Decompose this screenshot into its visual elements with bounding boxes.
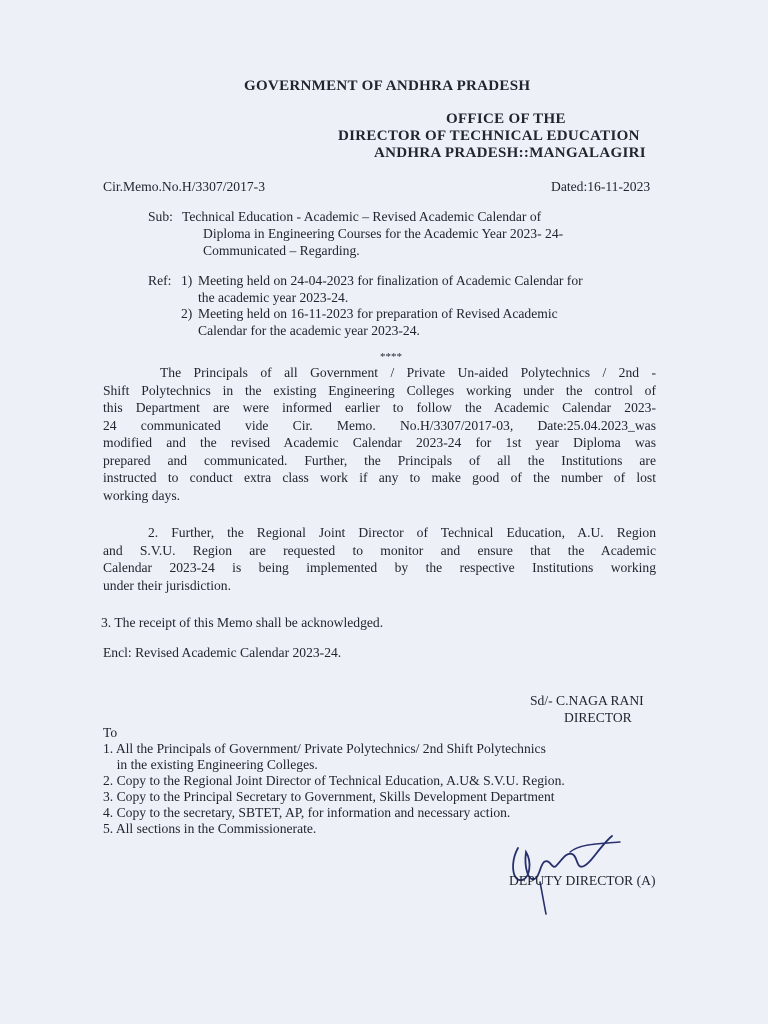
reference-label: Ref: bbox=[148, 273, 172, 288]
subject-label: Sub: bbox=[148, 209, 173, 224]
distribution-item: 5. All sections in the Commissionerate. bbox=[103, 821, 317, 836]
paragraph-1-line: 24 communicated vide Cir. Memo. No.H/3307/2017-03, Date:25.04.2023_was bbox=[103, 417, 656, 433]
paragraph-1 bbox=[103, 364, 656, 504]
subject-line-3: Communicated – Regarding. bbox=[203, 243, 360, 258]
paragraph-1-line: Shift Polytechnics in the existing Engineering Colleges working under the control of bbox=[103, 382, 656, 398]
reference-1-line2: the academic year 2023-24. bbox=[198, 290, 349, 305]
enclosure: Encl: Revised Academic Calendar 2023-24. bbox=[103, 645, 342, 660]
paragraph-1-line: instructed to conduct extra class work if any to make good of the number of lost bbox=[103, 470, 656, 485]
paragraph-2 bbox=[103, 524, 656, 594]
reference-2-line1: Meeting held on 16-11-2023 for preparation of Revised Academic bbox=[198, 306, 558, 321]
office-heading-line2: DIRECTOR OF TECHNICAL EDUCATION bbox=[338, 128, 640, 144]
paragraph-1-line: this Department are were informed earlier to follow the Academic Calendar 2023- bbox=[103, 400, 656, 415]
deputy-director-title: DEPUTY DIRECTOR (A) bbox=[509, 873, 656, 888]
memo-number: Cir.Memo.No.H/3307/2017-3 bbox=[103, 179, 265, 194]
paragraph-1-line: working days. bbox=[103, 487, 181, 503]
reference-2-line2: Calendar for the academic year 2023-24. bbox=[198, 323, 420, 338]
separator: **** bbox=[380, 351, 402, 363]
paragraph-1-line: modified and the revised Academic Calendar 2023-24 for 1st year Diploma was bbox=[103, 435, 656, 450]
distribution-item: 4. Copy to the secretary, SBTET, AP, for information and necessary action. bbox=[103, 805, 511, 820]
paragraph-2-line: 2. Further, the Regional Joint Director of Technical Education, A.U. Region bbox=[148, 525, 656, 540]
subject-line-1: Technical Education - Academic – Revised Academic Calendar of bbox=[182, 209, 542, 224]
memo-date: Dated:16-11-2023 bbox=[551, 179, 651, 194]
distribution-item: 3. Copy to the Principal Secretary to Government, Skills Development Department bbox=[103, 789, 555, 804]
paragraph-2-line: and S.V.U. Region are requested to monitor and ensure that the Academic bbox=[103, 542, 656, 558]
office-heading-line3: ANDHRA PRADESH::MANGALAGIRI bbox=[374, 145, 646, 161]
paragraph-1-line: The Principals of all Government / Private Un-aided Polytechnics / 2nd - bbox=[160, 365, 656, 380]
office-heading-line1: OFFICE OF THE bbox=[446, 111, 566, 127]
reference-1-number: 1) bbox=[181, 273, 193, 288]
paragraph-2-line: Calendar 2023-24 is being implemented by the respective Institutions working bbox=[103, 560, 656, 575]
reference-2-number: 2) bbox=[181, 306, 193, 321]
distribution-to: To bbox=[103, 725, 118, 740]
signatory-title: DIRECTOR bbox=[564, 710, 632, 725]
subject-line-2: Diploma in Engineering Courses for the Academic Year 2023- 24- bbox=[203, 226, 564, 241]
signatory-name: Sd/- C.NAGA RANI bbox=[530, 693, 644, 708]
paragraph-1-line: prepared and communicated. Further, the Principals of all the Institutions are bbox=[103, 452, 656, 468]
distribution-item: 1. All the Principals of Government/ Private Polytechnics/ 2nd Shift Polytechnics bbox=[103, 741, 546, 756]
reference-1-line1: Meeting held on 24-04-2023 for finalization of Academic Calendar for bbox=[198, 273, 583, 288]
distribution-item: in the existing Engineering Colleges. bbox=[103, 757, 318, 772]
distribution-item: 2. Copy to the Regional Joint Director of Technical Education, A.U& S.V.U. Region. bbox=[103, 773, 565, 788]
government-heading: GOVERNMENT OF ANDHRA PRADESH bbox=[244, 78, 531, 94]
paragraph-2-line: under their jurisdiction. bbox=[103, 577, 231, 593]
paragraph-3: 3. The receipt of this Memo shall be acknowledged. bbox=[101, 615, 384, 630]
